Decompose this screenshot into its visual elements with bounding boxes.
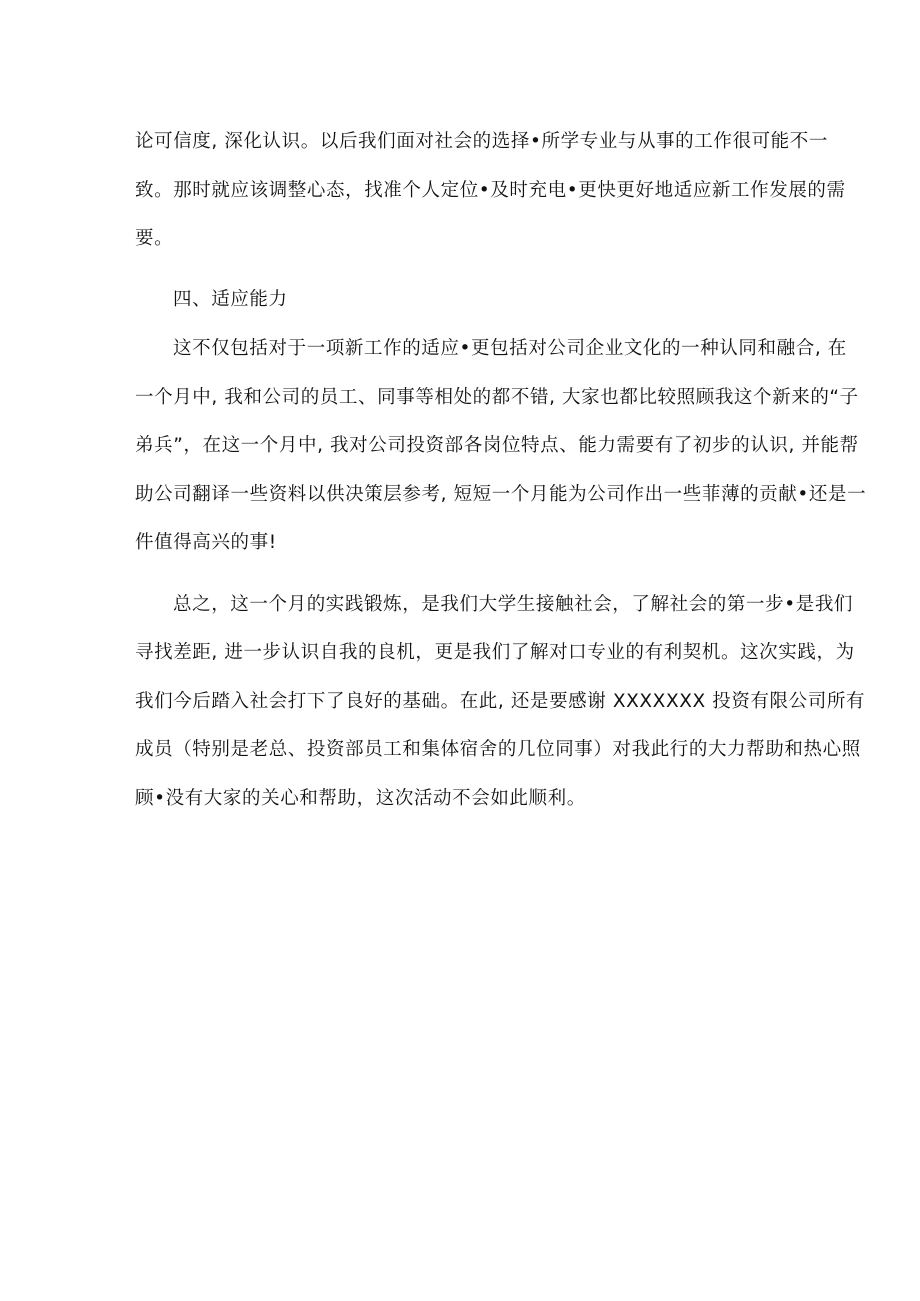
paragraph-line: 这不仅包括对于一项新工作的适应•更包括对公司企业文化的一种认同和融合, 在 [173,338,847,359]
paragraph-line: 助公司翻译一些资料以供决策层参考, 短短一个月能为公司作出一些菲薄的贡献•还是一 [135,484,867,505]
paragraph-line: 论可信度, 深化认识。以后我们面对社会的选择•所学专业与从事的工作很可能不一 [135,131,828,152]
paragraph-line: 总之，这一个月的实践锻炼，是我们大学生接触社会，了解社会的第一步•是我们 [173,594,854,615]
paragraph-line: 顾•没有大家的关心和帮助，这次活动不会如此顺利。 [135,788,586,809]
section-heading: 四、适应能力 [173,289,288,310]
paragraph-line: 一个月中, 我和公司的员工、同事等相处的都不错, 大家也都比较照顾我这个新来的“子 [135,387,859,408]
paragraph-line: 寻找差距, 进一步认识自我的良机，更是我们了解对口专业的有利契机。这次实践，为 [135,642,855,663]
paragraph-line: 件值得高兴的事! [135,532,277,553]
paragraph-line: 弟兵”，在这一个月中, 我对公司投资部各岗位特点、能力需要有了初步的认识, 并能帮 [135,435,859,456]
paragraph-line: 要。 [135,228,174,249]
paragraph-line: 致。那时就应该调整心态，找准个人定位•及时充电•更快更好地适应新工作发展的需 [135,180,846,201]
paragraph-line: 我们今后踏入社会打下了良好的基础。在此, 还是要感谢 XXXXXXX 投资有限公司所有 [135,691,866,712]
paragraph-line: 成员（特别是老总、投资部员工和集体宿舍的几位同事）对我此行的大力帮助和热心照 [135,739,861,760]
